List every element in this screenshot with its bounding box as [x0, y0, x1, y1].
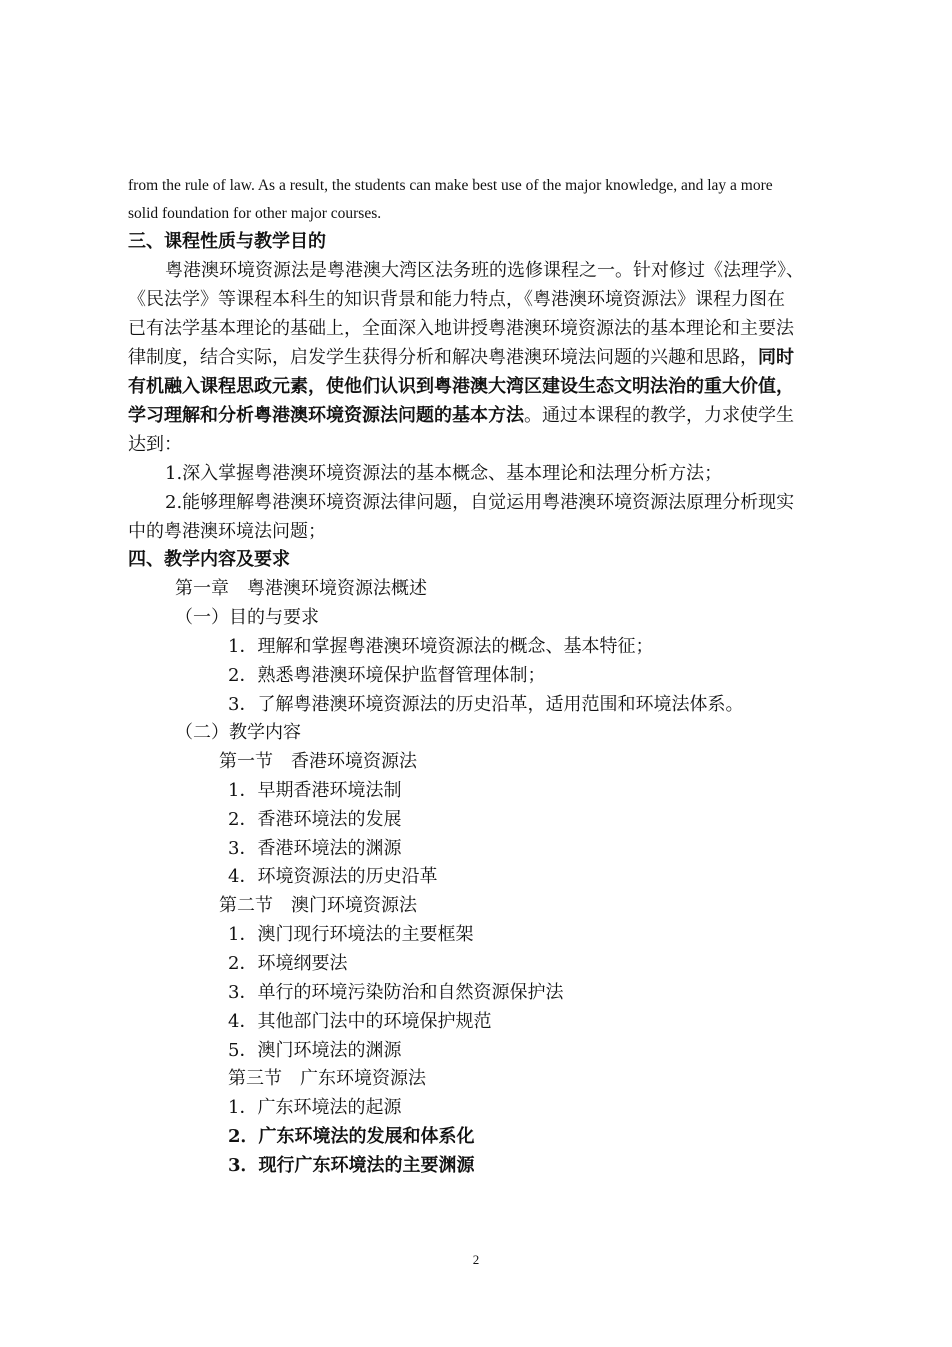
content-item: 1．广东环境法的起源 — [228, 1097, 402, 1118]
content-item: 5．澳门环境法的渊源 — [228, 1040, 402, 1061]
goal-item-2: 2.能够理解粤港澳环境资源法律问题，自觉运用粤港澳环境资源法原理分析现实 — [165, 492, 795, 513]
section-3-paragraph-line: 达到： — [128, 434, 182, 455]
paragraph-text: 。通过本课程的教学，力求使学生 — [524, 405, 794, 426]
content-item: 1．早期香港环境法制 — [228, 780, 402, 801]
requirement-item: 2．熟悉粤港澳环境保护监督管理体制； — [228, 665, 546, 686]
requirement-item: 1．理解和掌握粤港澳环境资源法的概念、基本特征； — [228, 636, 654, 657]
page-number: 2 — [472, 1252, 480, 1267]
emphasis-line: 有机融入课程思政元素，使他们认识到粤港澳大湾区建设生态文明法治的重大价值， — [128, 376, 794, 397]
section-3-paragraph-line — [128, 344, 794, 372]
content-item: 2．广东环境法的发展和体系化 — [228, 1126, 475, 1147]
section-3-paragraph-line: 已有法学基本理论的基础上，全面深入地讲授粤港澳环境资源法的基本理论和主要法 — [128, 318, 794, 339]
english-abstract-line-2: solid foundation for other major courses. — [128, 205, 382, 222]
emphasis-text: 学习理解和分析粤港澳环境资源法问题的基本方法 — [128, 405, 524, 426]
section-3-paragraph-line: 粤港澳环境资源法是粤港澳大湾区法务班的选修课程之一。针对修过《法理学》、 — [165, 260, 804, 281]
section-title-hong-kong: 第一节 香港环境资源法 — [219, 751, 417, 772]
requirement-item: 3．了解粤港澳环境资源法的历史沿革，适用范围和环境法体系。 — [228, 694, 744, 715]
content-item: 1．澳门现行环境法的主要框架 — [228, 924, 474, 945]
section-title-guangdong: 第三节 广东环境资源法 — [228, 1068, 426, 1089]
subsection-title: （二）教学内容 — [175, 722, 301, 743]
paragraph-text: 律制度，结合实际，启发学生获得分析和解决粤港澳环境法问题的兴趣和思路， — [128, 347, 758, 368]
content-item: 2．香港环境法的发展 — [228, 809, 402, 830]
chapter-title: 第一章 粤港澳环境资源法概述 — [175, 578, 427, 599]
section-3-paragraph-line — [128, 402, 794, 430]
section-3-heading: 三、课程性质与教学目的 — [128, 231, 326, 252]
emphasis-text: 同时 — [758, 347, 794, 368]
content-item: 3．单行的环境污染防治和自然资源保护法 — [228, 982, 564, 1003]
goal-item-2-continued: 中的粤港澳环境法问题； — [128, 521, 326, 542]
english-abstract-line-1: from the rule of law. As a result, the students can make best use of the major knowledge, and lay a more — [128, 177, 773, 194]
section-title-macau: 第二节 澳门环境资源法 — [219, 895, 417, 916]
section-3-paragraph-line: 《民法学》等课程本科生的知识背景和能力特点，《粤港澳环境资源法》课程力图在 — [128, 289, 785, 310]
section-4-heading: 四、教学内容及要求 — [128, 549, 290, 570]
content-item: 4．环境资源法的历史沿革 — [228, 866, 438, 887]
content-item: 4．其他部门法中的环境保护规范 — [228, 1011, 492, 1032]
subsection-title: （一）目的与要求 — [175, 607, 319, 628]
content-item: 3．现行广东环境法的主要渊源 — [228, 1155, 475, 1176]
content-item: 2．环境纲要法 — [228, 953, 348, 974]
content-item: 3．香港环境法的渊源 — [228, 838, 402, 859]
goal-item-1: 1.深入掌握粤港澳环境资源法的基本概念、基本理论和法理分析方法； — [165, 463, 723, 484]
